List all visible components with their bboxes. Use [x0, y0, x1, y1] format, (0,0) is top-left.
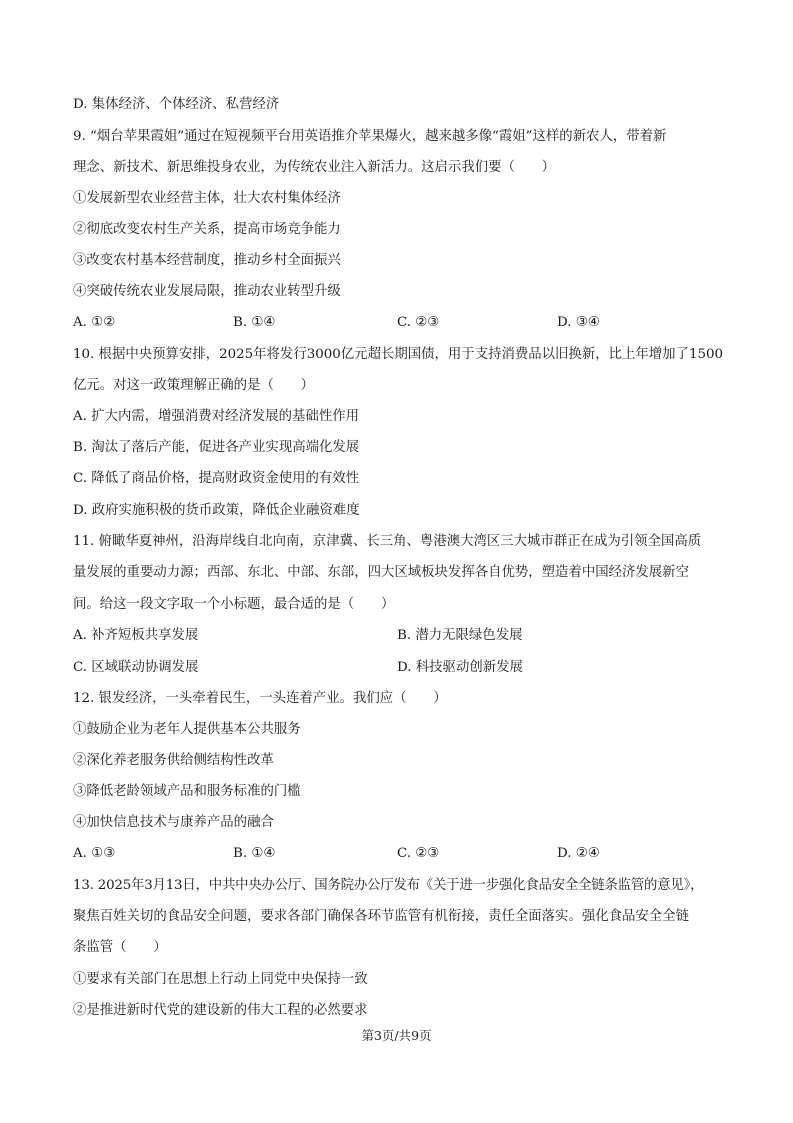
q9-statement-2: ②彻底改变农村生产关系，提高市场竞争能力 [73, 222, 341, 237]
q12-option-d: D. ②④ [557, 846, 600, 861]
q9-option-c: C. ②③ [397, 315, 440, 330]
q8-option-d: D. 集体经济、个体经济、私营经济 [73, 97, 280, 112]
q11-stem-line1: 11. 俯瞰华夏神州，沿海岸线自北向南，京津冀、长三角、粤港澳大湾区三大城市群正在成为引领全国高质 [73, 534, 702, 549]
q13-stem-line1: 13. 2025年3月13日，中共中央办公厅、国务院办公厅发布《关于进一步强化食品安全全链条监管的意见》， [73, 878, 704, 893]
q9-option-b: B. ①④ [233, 315, 276, 330]
q13-stem-line3: 条监管（ ） [73, 940, 167, 955]
q10-stem-line2: 亿元。对这一政策理解正确的是（ ） [73, 378, 315, 393]
q9-statement-4: ④突破传统农业发展局限，推动农业转型升级 [73, 284, 341, 299]
q11-option-c: C. 区域联动协调发展 [73, 660, 199, 675]
q9-statement-3: ③改变农村基本经营制度，推动乡村全面振兴 [73, 253, 341, 268]
q11-option-a: A. 补齐短板共享发展 [73, 628, 199, 643]
q10-option-c: C. 降低了商品价格，提高财政资金使用的有效性 [73, 471, 360, 486]
q12-option-c: C. ②③ [397, 846, 440, 861]
q12-statement-4: ④加快信息技术与康养产品的融合 [73, 815, 274, 830]
q9-statement-1: ①发展新型农业经营主体，壮大农村集体经济 [73, 191, 341, 206]
q11-stem-line2: 量发展的重要动力源；西部、东北、中部、东部，四大区域板块发挥各自优势，塑造着中国经济发展新空 [73, 565, 689, 580]
q11-option-b: B. 潜力无限绿色发展 [397, 628, 523, 643]
q9-option-a: A. ①② [73, 315, 116, 330]
q10-stem-line1: 10. 根据中央预算安排，2025年将发行3000亿元超长期国债，用于支持消费品以旧换新，比上年增加了1500 [73, 347, 724, 362]
q9-stem-line2: 理念、新技术、新思维投身农业，为传统农业注入新活力。这启示我们要（ ） [73, 160, 556, 175]
q12-statement-1: ①鼓励企业为老年人提供基本公共服务 [73, 722, 301, 737]
q10-option-d: D. 政府实施积极的货币政策，降低企业融资难度 [73, 503, 360, 518]
q13-stem-line2: 聚焦百姓关切的食品安全问题，要求各部门确保各环节监管有机衔接，责任全面落实。强化食品安全全链 [73, 909, 689, 924]
q12-statement-2: ②深化养老服务供给侧结构性改革 [73, 753, 274, 768]
q11-stem-line3: 间。给这一段文字取一个小标题，最合适的是（ ） [73, 597, 395, 612]
q13-statement-2: ②是推进新时代党的建设新的伟大工程的必然要求 [73, 1003, 368, 1018]
q10-option-b: B. 淘汰了落后产能，促进各产业实现高端化发展 [73, 440, 360, 455]
page-number-footer: 第3页/共9页 [361, 1028, 432, 1043]
q11-option-d: D. 科技驱动创新发展 [397, 660, 523, 675]
q9-option-d: D. ③④ [557, 315, 600, 330]
q12-option-a: A. ①③ [73, 846, 116, 861]
q12-option-b: B. ①④ [233, 846, 276, 861]
q13-statement-1: ①要求有关部门在思想上行动上同党中央保持一致 [73, 972, 368, 987]
q12-statement-3: ③降低老龄领域产品和服务标准的门槛 [73, 784, 301, 799]
q12-stem: 12. 银发经济，一头牵着民生，一头连着产业。我们应（ ） [73, 691, 447, 706]
q9-stem-line1: 9. “烟台苹果霞姐”通过在短视频平台用英语推介苹果爆火，越来越多像“霞姐”这样的新农人，带着新 [73, 129, 667, 144]
q10-option-a: A. 扩大内需，增强消费对经济发展的基础性作用 [73, 409, 359, 424]
